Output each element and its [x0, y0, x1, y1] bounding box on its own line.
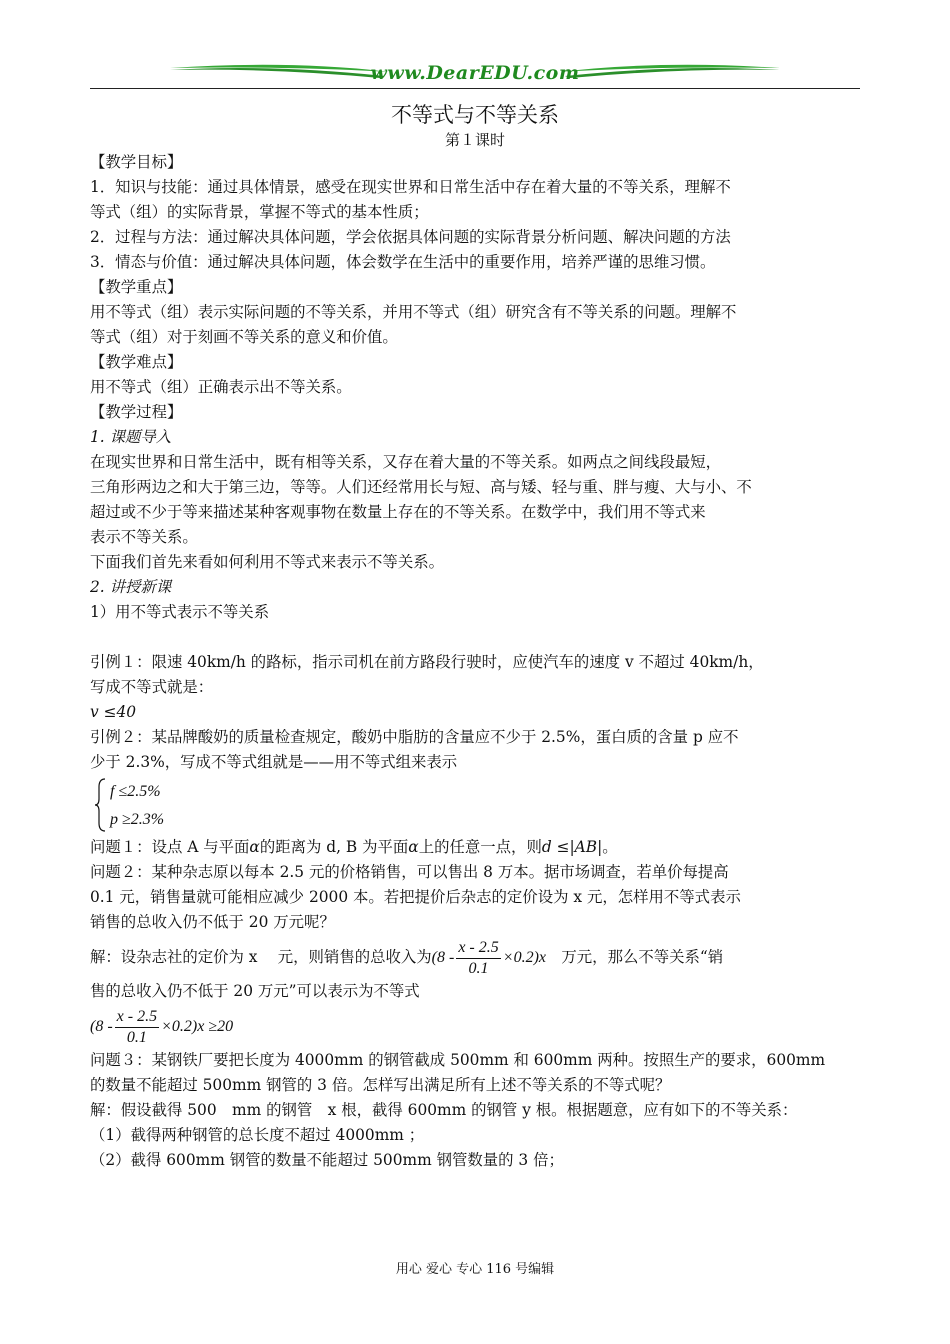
- paragraph-line: 少于 2.3%，写成不等式组就是——用不等式组来表示: [90, 753, 458, 771]
- paragraph-line: 用不等式（组）表示实际问题的不等关系，并用不等式（组）研究含有不等关系的问题。理解不: [90, 303, 737, 321]
- text-span: 万元，那么不等关系“销: [546, 948, 724, 966]
- blank-line: [90, 625, 865, 650]
- paragraph-line-with-fraction: [90, 935, 865, 979]
- inequality-fat: f ≤2.5%: [110, 783, 161, 800]
- paragraph-line: 1．知识与技能：通过具体情景，感受在现实世界和日常生活中存在着大量的不等关系，理解不: [90, 178, 731, 196]
- paragraph-line: 写成不等式就是：: [90, 678, 214, 696]
- paragraph-line: 下面我们首先来看如何利用不等式来表示不等关系。: [90, 553, 444, 571]
- inequality-formula-line: [90, 1004, 865, 1048]
- inequality-formula: v ≤40: [90, 703, 137, 721]
- subsection-heading: 2. 讲授新课: [90, 578, 172, 596]
- paragraph-line: 引例１：限速 40km/h 的路标，指示司机在前方路段行驶时，应使汽车的速度 v 不超过 40km/h，: [90, 653, 764, 671]
- paragraph-line: 1）用不等式表示不等关系: [90, 603, 270, 621]
- paragraph-line: 的数量不能超过 500mm 钢管的 3 倍。怎样写出满足所有上述不等关系的不等式呢？: [90, 1076, 671, 1094]
- site-header-banner: [90, 58, 860, 90]
- subsection-heading: 1. 课题导入: [90, 428, 172, 446]
- formula-prefix: (8 -: [431, 949, 455, 966]
- paragraph-line: 问题３：某钢铁厂要把长度为 4000mm 的钢管截成 500mm 和 600mm 两种。按照生产的要求，600mm: [90, 1051, 826, 1069]
- formula-prefix: (8 -: [90, 1018, 113, 1035]
- formula-suffix: ×0.2)x: [502, 949, 546, 966]
- paragraph-line: 等式（组）的实际背景，掌握不等式的基本性质；: [90, 203, 429, 221]
- paragraph-line: （2）截得 600mm 钢管的数量不能超过 500mm 钢管数量的 3 倍；: [90, 1151, 564, 1169]
- paragraph-line: （1）截得两种钢管的总长度不超过 4000mm ；: [90, 1126, 425, 1144]
- fraction: [456, 938, 500, 979]
- doc-body: [90, 150, 865, 1173]
- alpha-symbol: α: [408, 838, 419, 856]
- doc-subtitle: 第１课时: [444, 131, 505, 149]
- page-footer: 用心 爱心 专心 116 号编辑: [395, 1262, 555, 1277]
- paragraph-line: 用不等式（组）正确表示出不等关系。: [90, 378, 352, 396]
- paragraph-line: 解：假设截得 500 mm 的钢管 x 根，截得 600mm 的钢管 y 根。根据题意，应有如下的不等关系：: [90, 1101, 798, 1119]
- formula-suffix: ×0.2)x ≥20: [161, 1018, 234, 1035]
- section-heading: 【教学过程】: [90, 403, 183, 421]
- section-heading: 【教学目标】: [90, 153, 183, 171]
- paragraph-line: 超过或不少于等来描述某种客观事物在数量上存在的不等关系。在数学中，我们用不等式来: [90, 503, 706, 521]
- section-heading: 【教学难点】: [90, 353, 183, 371]
- site-logo-text[interactable]: www.DearEDU.com: [370, 62, 580, 84]
- inequality-system: [94, 775, 865, 835]
- paragraph-line: 三角形两边之和大于第三边，等等。人们还经常用长与短、高与矮、轻与重、胖与瘦、大与小、不: [90, 478, 752, 496]
- left-brace-icon: [94, 777, 108, 833]
- text-span: 。: [602, 838, 618, 856]
- inline-formula: d ≤|AB|: [541, 838, 603, 856]
- fraction-numerator: x - 2.5: [456, 938, 500, 959]
- paragraph-line: 销售的总收入仍不低于 20 万元呢？: [90, 913, 335, 931]
- paragraph-line: 售的总收入仍不低于 20 万元”可以表示为不等式: [90, 982, 420, 1000]
- text-span: 上的任意一点，则: [418, 838, 542, 856]
- fraction: [115, 1007, 159, 1048]
- section-heading: 【教学重点】: [90, 278, 183, 296]
- header-divider: [90, 88, 860, 89]
- alpha-symbol: α: [249, 838, 260, 856]
- paragraph-line: 2．过程与方法：通过解决具体问题，学会依据具体问题的实际背景分析问题、解决问题的方法: [90, 228, 731, 246]
- paragraph-line: 在现实世界和日常生活中，既有相等关系，又存在着大量的不等关系。如两点之间线段最短，: [90, 453, 722, 471]
- paragraph-line: 表示不等关系。: [90, 528, 198, 546]
- paragraph-line: 3．情态与价值：通过解决具体问题，体会数学在生活中的重要作用，培养严谨的思维习惯。: [90, 253, 716, 271]
- fraction-numerator: x - 2.5: [115, 1007, 159, 1028]
- paragraph-line: 等式（组）对于刻画不等关系的意义和价值。: [90, 328, 398, 346]
- fraction-denominator: 0.1: [126, 1028, 147, 1046]
- paragraph-line: 引例２：某品牌酸奶的质量检查规定，酸奶中脂肪的含量应不少于 2.5%，蛋白质的含量 p 应不: [90, 728, 739, 746]
- fraction-denominator: 0.1: [468, 959, 489, 977]
- paragraph-line: [90, 835, 865, 860]
- text-span: 的距离为 d, B 为平面: [259, 838, 409, 856]
- inequality-protein: p ≥2.3%: [110, 811, 165, 828]
- text-span: 问题１：设点 A 与平面: [90, 838, 250, 856]
- paragraph-line: 问题２：某种杂志原以每本 2.5 元的价格销售，可以售出 8 万本。据市场调查，若单价每提高: [90, 863, 729, 881]
- text-span: 解：设杂志社的定价为 x 元，则销售的总收入为: [90, 948, 432, 966]
- doc-title: 不等式与不等关系: [391, 103, 559, 127]
- paragraph-line: 0.1 元，销售量就可能相应减少 2000 本。若把提价后杂志的定价设为 x 元，怎样用不等式表示: [90, 888, 741, 906]
